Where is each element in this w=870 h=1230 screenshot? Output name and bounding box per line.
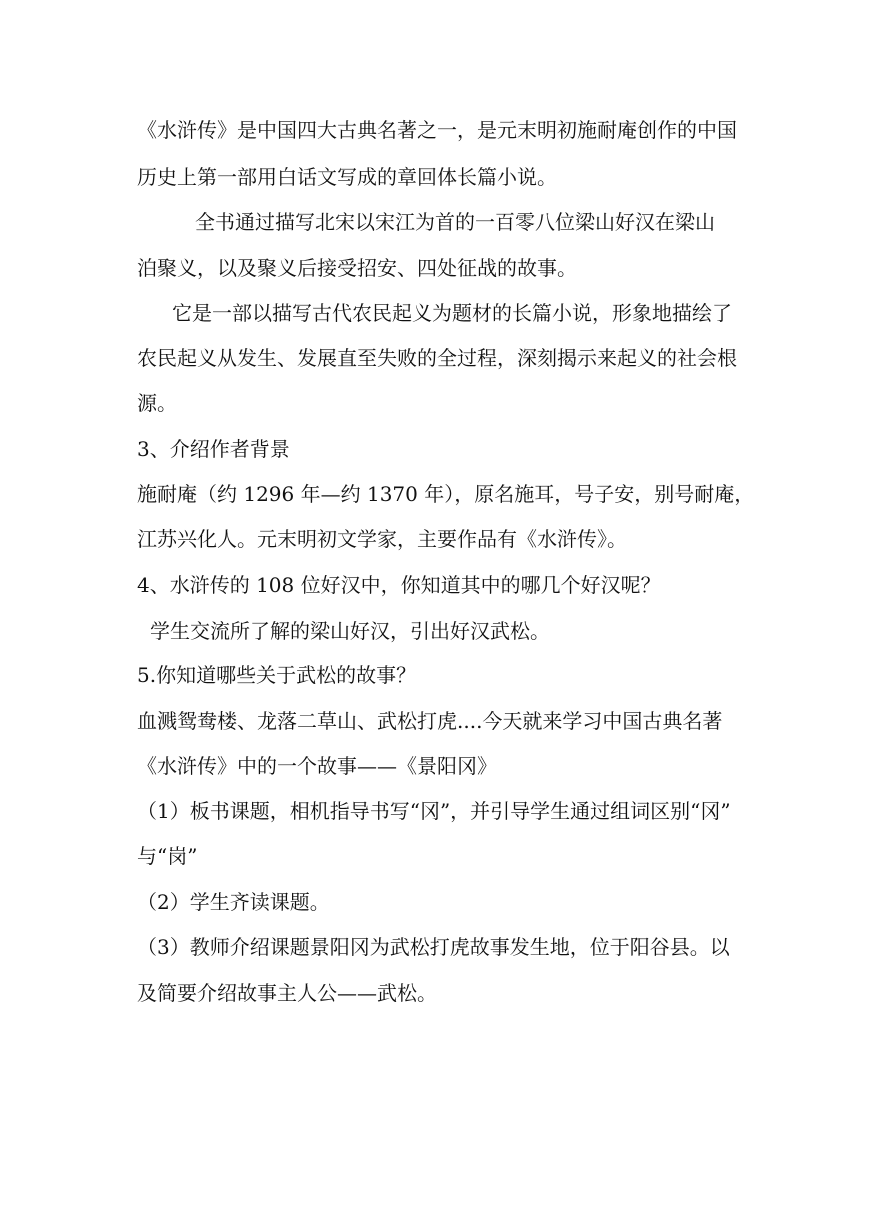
theme-line-2: 农民起义从发生、发展直至失败的全过程，深刻揭示来起义的社会根 [137, 346, 737, 370]
stories-line-1: 血溅鸳鸯楼、龙落二草山、武松打虎....今天就来学习中国古典名著 [137, 709, 723, 733]
step-2-line: （2）学生齐读课题。 [137, 890, 330, 914]
theme-line-3: 源。 [137, 391, 177, 415]
section-heading-5: 5.你知道哪些关于武松的故事？ [137, 663, 417, 687]
intro-line-1: 《水浒传》是中国四大古典名著之一，是元末明初施耐庵创作的中国 [137, 118, 737, 142]
author-line-2: 江苏兴化人。元末明初文学家，主要作品有《水浒传》。 [137, 527, 627, 551]
step-3-line-1: （3）教师介绍课题景阳冈为武松打虎故事发生地，位于阳谷县。以 [137, 935, 730, 959]
summary-line-2: 泊聚义，以及聚义后接受招安、四处征战的故事。 [137, 256, 577, 280]
summary-line-1: 全书通过描写北宋以宋江为首的一百零八位梁山好汉在梁山 [195, 210, 715, 234]
section-heading-4: 4、水浒传的 108 位好汉中，你知道其中的哪几个好汉呢？ [137, 573, 661, 597]
step-1-line-2: 与“岗” [137, 844, 198, 868]
stories-line-2: 《水浒传》中的一个故事——《景阳冈》 [137, 754, 497, 778]
step-1-line-1: （1）板书课题，相机指导书写“冈”，并引导学生通过组词区别“冈” [137, 799, 731, 823]
step-3-line-2: 及简要介绍故事主人公——武松。 [137, 981, 437, 1005]
author-line-1: 施耐庵（约 1296 年—约 1370 年），原名施耳，号子安，别号耐庵， [137, 482, 755, 506]
section-heading-3: 3、介绍作者背景 [137, 437, 290, 461]
theme-line-1: 它是一部以描写古代农民起义为题材的长篇小说，形象地描绘了 [172, 301, 732, 325]
exchange-line: 学生交流所了解的梁山好汉，引出好汉武松。 [150, 619, 550, 643]
intro-line-2: 历史上第一部用白话文写成的章回体长篇小说。 [137, 165, 557, 189]
